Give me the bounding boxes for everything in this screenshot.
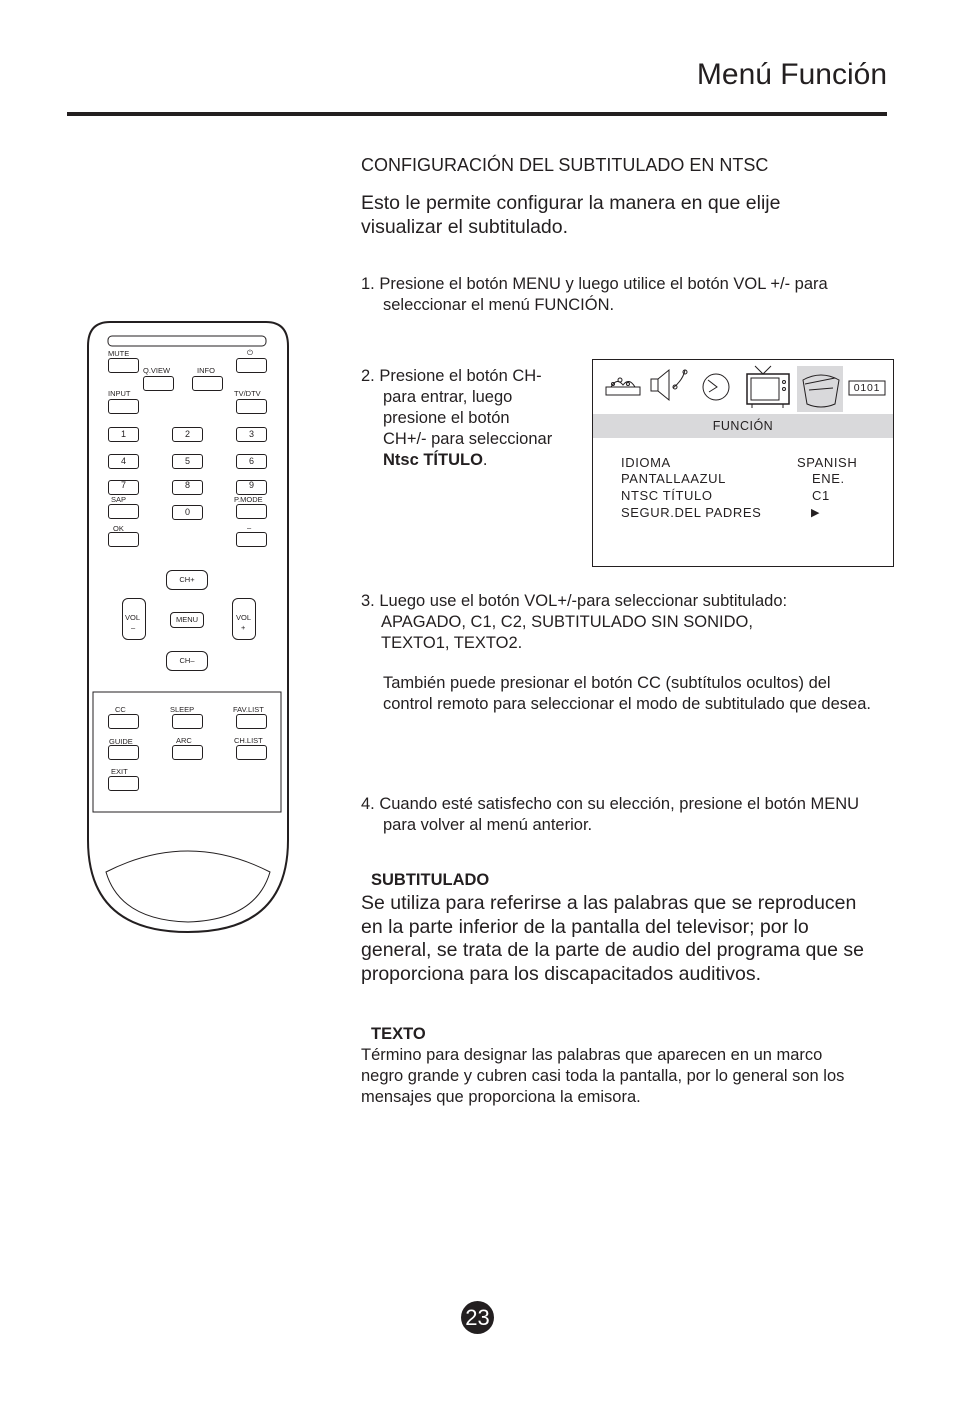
ok-label: OK xyxy=(113,524,124,533)
step-3-line: APAGADO, C1, C2, SUBTITULADO SIN SONIDO, xyxy=(381,613,753,631)
volume-up-sign: + xyxy=(241,623,246,632)
sleep-button[interactable] xyxy=(172,714,203,729)
step-1: 1. Presione el botón MENU y luego utilice el botón VOL +/- para seleccionar el menú FUNCIÓN. xyxy=(361,275,828,314)
guide-button[interactable] xyxy=(108,745,139,760)
cc-button[interactable] xyxy=(108,714,139,729)
cc-label: CC xyxy=(115,705,126,714)
osd-row-value: ENE. xyxy=(812,471,845,486)
input-button[interactable] xyxy=(108,399,139,414)
power-icon: ⏻ xyxy=(247,348,253,357)
glossary-def-subtitulado: Se utiliza para referirse a las palabras que se reproducen en la parte inferior de la pantalla del televisor; por lo general, se trata de la parte de audio del programa que se proporciona para los discapacitados auditivos. xyxy=(361,892,865,985)
step-3-note: También puede presionar el botón CC (subtítulos ocultos) del control remoto para seleccionar el modo de subtitulado que desea. xyxy=(383,674,871,713)
qview-button[interactable] xyxy=(143,376,174,391)
osd-row-label: NTSC TÍTULO xyxy=(621,488,713,503)
tvdtv-button[interactable] xyxy=(236,399,267,414)
number-3-button[interactable]: 3 xyxy=(236,427,267,442)
guide-label: GUIDE xyxy=(109,737,133,746)
number-9-button[interactable] xyxy=(236,480,267,495)
power-button[interactable] xyxy=(236,358,267,373)
step-2-line: presione el botón xyxy=(383,409,510,427)
step-3-line: TEXTO1, TEXTO2. xyxy=(381,634,523,652)
section-heading: CONFIGURACIÓN DEL SUBTITULADO EN NTSC xyxy=(361,155,769,175)
dash-label: – xyxy=(247,523,252,532)
title-divider xyxy=(67,112,887,116)
volume-up-label: VOL xyxy=(236,613,252,622)
osd-title-band xyxy=(593,414,893,438)
step-3 xyxy=(361,591,881,654)
osd-row-label: SEGUR.DEL PADRES xyxy=(621,505,762,520)
number-0-button[interactable]: 0 xyxy=(172,505,203,520)
osd-row-value: SPANISH xyxy=(797,455,858,470)
sap-button[interactable] xyxy=(108,504,139,519)
number-5-button[interactable]: 5 xyxy=(172,454,203,469)
pmode-label: P.MODE xyxy=(234,495,263,504)
arc-label: ARC xyxy=(176,736,192,745)
number-8-key-label: 8 xyxy=(184,480,190,490)
number-1-button[interactable]: 1 xyxy=(108,427,139,442)
number-4-button[interactable]: 4 xyxy=(108,454,139,469)
channel-up-button[interactable]: CH+ xyxy=(166,570,208,590)
chlist-button[interactable] xyxy=(236,745,267,760)
dash-button[interactable] xyxy=(236,532,267,547)
number-9-key-label: 9 xyxy=(248,480,254,490)
tv-setup-icon xyxy=(747,366,789,408)
step-2-line: 2. Presione el botón CH- xyxy=(361,367,542,385)
menu-button[interactable]: MENU xyxy=(170,612,204,628)
info-button[interactable] xyxy=(192,376,223,391)
step-2-line: para entrar, luego xyxy=(383,388,513,406)
mute-button[interactable] xyxy=(108,358,139,373)
tvdtv-label: TV/DTV xyxy=(234,389,261,398)
sound-icon xyxy=(651,370,687,400)
osd-title: FUNCIÓN xyxy=(712,419,774,433)
pmode-button[interactable] xyxy=(236,504,267,519)
osd-row-value: C1 xyxy=(812,488,830,503)
glossary-def-texto: Término para designar las palabras que aparecen en un marco negro grande y cubren casi toda la pantalla, por lo general son los mensajes que proporciona la emisora. xyxy=(361,1046,845,1106)
step-4: 4. Cuando esté satisfecho con su elección, presione el botón MENU para volver al menú anterior. xyxy=(361,795,860,834)
glossary-term-texto: TEXTO xyxy=(371,1025,426,1043)
glossary-term-subtitulado: SUBTITULADO xyxy=(371,871,490,889)
page-number: 23 xyxy=(461,1301,494,1334)
step-2-bold-term: Ntsc TÍTULO xyxy=(383,451,483,469)
chlist-label: CH.LIST xyxy=(234,736,263,745)
channel-code: 0101 xyxy=(853,382,881,394)
osd-row-label: PANTALLAAZUL xyxy=(621,471,726,486)
step-2-period: . xyxy=(482,451,488,469)
osd-icon-bar xyxy=(593,360,893,414)
input-label: INPUT xyxy=(108,389,131,398)
remote-control-illustration xyxy=(86,320,290,934)
mute-label: MUTE xyxy=(108,349,130,358)
osd-row-label: IDIOMA xyxy=(621,455,671,470)
number-8-button[interactable] xyxy=(172,480,203,495)
section-intro: Esto le permite configurar la manera en que elije visualizar el subtitulado. xyxy=(361,192,781,238)
number-7-button[interactable] xyxy=(108,480,139,495)
arc-button[interactable] xyxy=(172,745,203,760)
channel-down-button[interactable]: CH– xyxy=(166,651,208,671)
submenu-arrow-icon: ▶ xyxy=(811,507,821,519)
page-title: Menú Función xyxy=(696,58,887,91)
picture-icon xyxy=(606,378,640,395)
step-2 xyxy=(361,366,591,471)
osd-menu-screen xyxy=(592,359,894,567)
step-2-line xyxy=(361,450,591,471)
number-6-button[interactable]: 6 xyxy=(236,454,267,469)
info-label: INFO xyxy=(197,366,215,375)
volume-down-sign: – xyxy=(131,623,136,632)
qview-label: Q.VIEW xyxy=(143,366,171,375)
sap-label: SAP xyxy=(111,495,127,504)
ok-button[interactable] xyxy=(108,532,139,547)
favlist-label: FAV.LIST xyxy=(233,705,264,714)
step-3-line: 3. Luego use el botón VOL+/-para seleccionar subtitulado: xyxy=(361,592,788,610)
volume-down-label: VOL xyxy=(125,613,141,622)
number-2-button[interactable]: 2 xyxy=(172,427,203,442)
step-2-line: CH+/- para seleccionar xyxy=(383,430,553,448)
exit-button[interactable] xyxy=(108,776,139,791)
favlist-button[interactable] xyxy=(236,714,267,729)
sleep-label: SLEEP xyxy=(170,705,195,714)
clock-icon xyxy=(703,374,729,400)
number-7-key-label: 7 xyxy=(120,480,126,490)
exit-label: EXIT xyxy=(111,767,128,776)
